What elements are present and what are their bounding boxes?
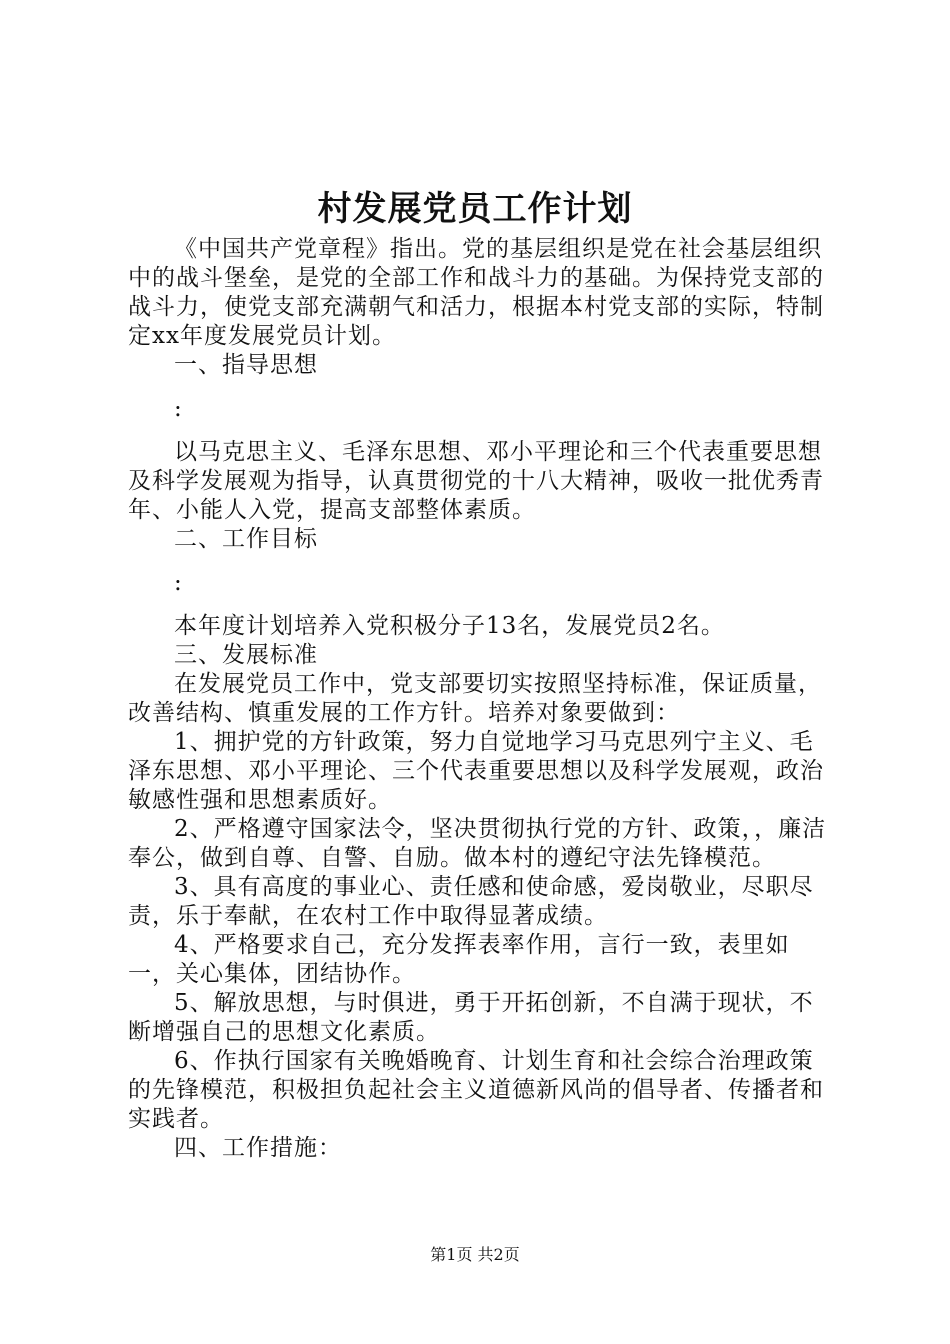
standard-item-5: 5、解放思想，与时俱进，勇于开拓创新，不自满于现状，不断增强自己的思想文化素质。 [128,990,814,1045]
document-body [128,235,828,1163]
guiding-ideology-paragraph: 以马克思主义、毛泽东思想、邓小平理论和三个代表重要思想及科学发展观为指导，认真贯彻党的十八大精神，吸收一批优秀青年、小能人入党，提高支部整体素质。 [128,439,824,523]
standard-item-2: 2、严格遵守国家法令，坚决贯彻执行党的方针、政策，，廉洁奉公，做到自尊、自警、自励。做本村的遵纪守法先锋模范。 [128,816,827,871]
page-footer: 第1页 共2页 [430,1245,520,1264]
standard-item-4: 4、严格要求自己，充分发挥表率作用，言行一致，表里如一，关心集体，团结协作。 [128,932,790,987]
colon-line: : [174,570,182,596]
standard-item-6: 6、作执行国家有关晚婚晚育、计划生育和社会综合治理政策的先锋模范，积极担负起社会主义道德新风尚的倡导者、传播者和实践者。 [128,1048,824,1132]
section-heading-standards: 三、发展标准 [174,642,318,668]
document-title: 村发展党员工作计划 [317,189,633,229]
section-heading-work-goals: 二、工作目标 [174,526,318,552]
section-heading-guiding-ideology: 一、指导思想 [174,352,318,378]
standards-intro-paragraph: 在发展党员工作中，党支部要切实按照坚持标准，保证质量，改善结构、慎重发展的工作方针。培养对象要做到： [128,671,822,726]
colon-line: : [174,396,182,422]
section-heading-measures: 四、工作措施： [174,1135,342,1161]
work-goals-paragraph: 本年度计划培养入党积极分子13名，发展党员2名。 [174,613,725,639]
intro-paragraph: 《中国共产党章程》指出。党的基层组织是党在社会基层组织中的战斗堡垒，是党的全部工作和战斗力的基础。为保持党支部的战斗力，使党支部充满朝气和活力，根据本村党支部的实际，特制定xx年度发展党员计划。 [128,236,824,349]
standard-item-3: 3、具有高度的事业心、责任感和使命感，爱岗敬业，尽职尽责，乐于奉献，在农村工作中取得显著成绩。 [128,874,814,929]
standard-item-1: 1、拥护党的方针政策，努力自觉地学习马克思列宁主义、毛泽东思想、邓小平理论、三个代表重要思想以及科学发展观，政治敏感性强和思想素质好。 [128,729,824,813]
